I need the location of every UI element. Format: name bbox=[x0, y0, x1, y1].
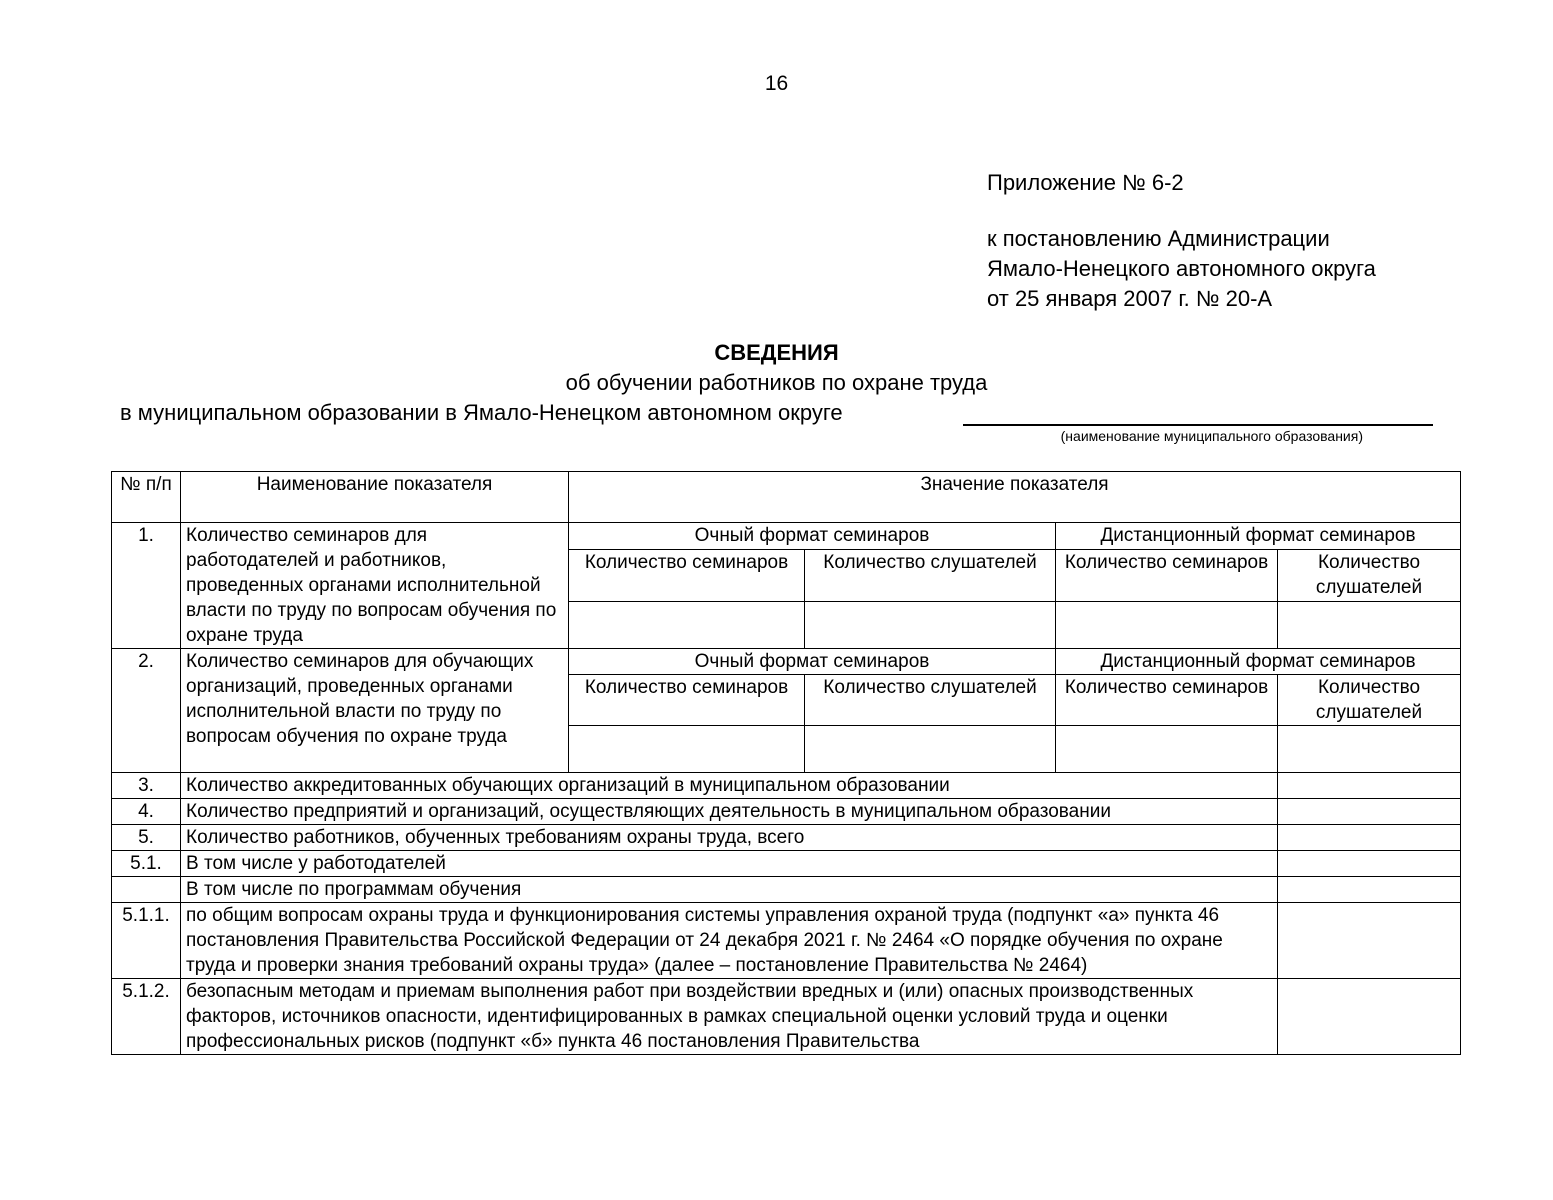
inperson-format-label: Очный формат семинаров bbox=[569, 523, 1056, 550]
municipality-blank-line bbox=[963, 424, 1433, 426]
row-text: по общим вопросам охраны труда и функционирования системы управления охраной труда (подпункт «а» пункта 46 постановления Правительства Российской Федерации от 24 декабря 2021 г. № 2464 «О порядке обучения по охране труда и проверки знания требований охраны труда» (далее – постановление Правительства № 2464) bbox=[181, 903, 1278, 979]
appendix-title: Приложение № 6-2 bbox=[987, 170, 1184, 195]
table-row bbox=[112, 851, 1461, 877]
header-num: № п/п bbox=[112, 472, 181, 523]
inperson-format-label: Очный формат семинаров bbox=[569, 649, 1056, 675]
indicators-table bbox=[111, 471, 1461, 1055]
value-cell[interactable] bbox=[569, 602, 805, 649]
value-cell[interactable] bbox=[1278, 979, 1461, 1055]
header-name: Наименование показателя bbox=[181, 472, 569, 523]
row-text: Количество аккредитованных обучающих организаций в муниципальном образовании bbox=[181, 773, 1278, 799]
value-cell[interactable] bbox=[1278, 825, 1461, 851]
value-cell[interactable] bbox=[1278, 773, 1461, 799]
appendix-line: от 25 января 2007 г. № 20-А bbox=[987, 286, 1273, 311]
row-number: 4. bbox=[112, 799, 181, 825]
count-seminars-label: Количество семинаров bbox=[569, 675, 805, 726]
value-cell[interactable] bbox=[569, 726, 805, 773]
row-text: безопасным методам и приемам выполнения работ при воздействии вредных и (или) опасных производственных факторов, источников опасности, идентифицированных в рамках специальной оценки условий труда и оценки профессиональных рисков (подпункт «б» пункта 46 постановления Правительства bbox=[181, 979, 1278, 1055]
appendix-block bbox=[987, 168, 1376, 314]
row-number: 5.1. bbox=[112, 851, 181, 877]
count-seminars-label: Количество семинаров bbox=[569, 549, 805, 601]
value-cell[interactable] bbox=[1278, 799, 1461, 825]
row-number: 5. bbox=[112, 825, 181, 851]
appendix-line: Ямало-Ненецкого автономного округа bbox=[987, 256, 1376, 281]
table-row bbox=[112, 903, 1461, 979]
value-cell[interactable] bbox=[1278, 602, 1461, 649]
table-row bbox=[112, 773, 1461, 799]
row-number: 1. bbox=[112, 523, 181, 649]
table-row bbox=[112, 979, 1461, 1055]
row-text: Количество семинаров для работодателей и работников, проведенных органами исполнительной власти по труду по вопросам обучения по охране труда bbox=[181, 523, 569, 649]
distance-format-label: Дистанционный формат семинаров bbox=[1056, 523, 1461, 550]
table-row bbox=[112, 799, 1461, 825]
value-cell[interactable] bbox=[805, 726, 1056, 773]
row-number bbox=[112, 877, 181, 903]
table-row bbox=[112, 877, 1461, 903]
count-listeners-label: Количество слушателей bbox=[1278, 675, 1461, 726]
count-seminars-label: Количество семинаров bbox=[1056, 675, 1278, 726]
table-header-row bbox=[112, 472, 1461, 523]
document-title: СВЕДЕНИЯ bbox=[714, 340, 839, 365]
row-text: Количество работников, обученных требованиям охраны труда, всего bbox=[181, 825, 1278, 851]
municipality-blank-caption: (наименование муниципального образования) bbox=[1060, 428, 1363, 444]
document-subtitle: об обучении работников по охране труда bbox=[565, 370, 988, 395]
count-listeners-label: Количество слушателей bbox=[805, 675, 1056, 726]
table-row bbox=[112, 825, 1461, 851]
value-cell[interactable] bbox=[1278, 877, 1461, 903]
distance-format-label: Дистанционный формат семинаров bbox=[1056, 649, 1461, 675]
value-cell[interactable] bbox=[1056, 726, 1278, 773]
count-listeners-label: Количество слушателей bbox=[1278, 549, 1461, 601]
count-listeners-label: Количество слушателей bbox=[805, 549, 1056, 601]
row-text: В том числе у работодателей bbox=[181, 851, 1278, 877]
value-cell[interactable] bbox=[1278, 726, 1461, 773]
value-cell[interactable] bbox=[1278, 851, 1461, 877]
count-seminars-label: Количество семинаров bbox=[1056, 549, 1278, 601]
row-text: Количество предприятий и организаций, осуществляющих деятельность в муниципальном образовании bbox=[181, 799, 1278, 825]
row-text: В том числе по программам обучения bbox=[181, 877, 1278, 903]
row-number: 2. bbox=[112, 649, 181, 773]
row-number: 3. bbox=[112, 773, 181, 799]
document-heading bbox=[0, 338, 1553, 425]
document-subtitle-municipality: в муниципальном образовании в Ямало-Ненецком автономном округе bbox=[120, 400, 843, 425]
row-number: 5.1.2. bbox=[112, 979, 181, 1055]
value-cell[interactable] bbox=[1278, 903, 1461, 979]
header-value: Значение показателя bbox=[569, 472, 1461, 523]
table-row bbox=[112, 649, 1461, 675]
table-row bbox=[112, 523, 1461, 550]
value-cell[interactable] bbox=[1056, 602, 1278, 649]
page-number: 16 bbox=[764, 72, 789, 95]
appendix-line: к постановлению Администрации bbox=[987, 226, 1330, 251]
value-cell[interactable] bbox=[805, 602, 1056, 649]
row-number: 5.1.1. bbox=[112, 903, 181, 979]
row-text: Количество семинаров для обучающих организаций, проведенных органами исполнительной власти по труду по вопросам обучения по охране труда bbox=[181, 649, 569, 773]
